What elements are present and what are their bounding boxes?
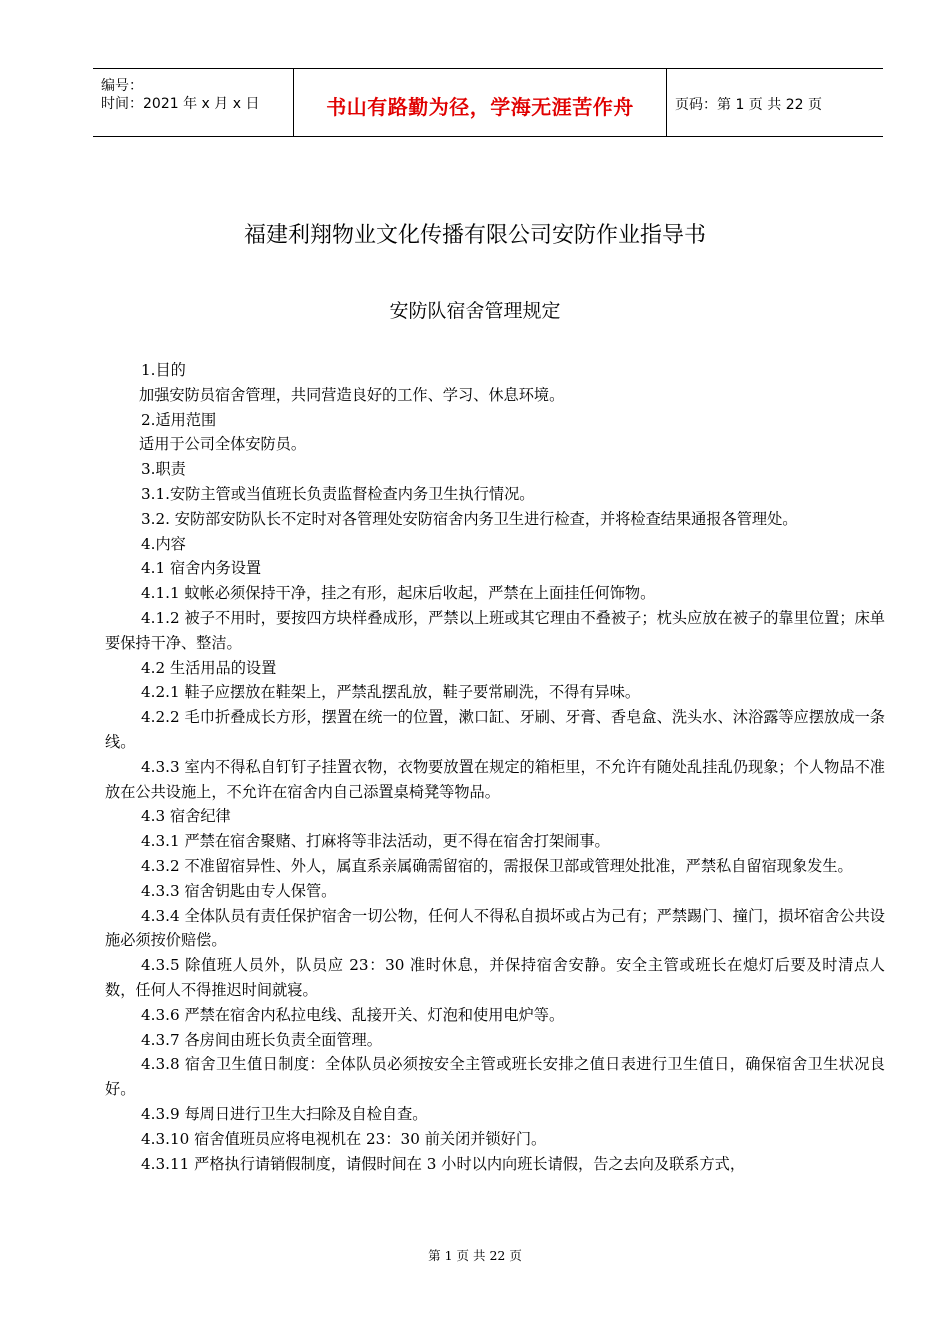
page-label: 页码：第 1 页 共 22 页 xyxy=(675,97,822,113)
paragraph: 适用于公司全体安防员。 xyxy=(139,435,307,454)
paragraph: 4.2.2 毛巾折叠成长方形，摆置在统一的位置，漱口缸、牙刷、牙膏、香皂盒、洗头水、沐浴露等应摆放成一条线。 xyxy=(105,708,885,751)
paragraph: 加强安防员宿舍管理，共同营造良好的工作、学习、休息环境。 xyxy=(139,385,565,404)
paragraph: 4.3.5 除值班人员外，队员应 23：30 准时休息，并保持宿舍安静。安全主管或班长在熄灯后要及时清点人数，任何人不得推迟时间就寝。 xyxy=(105,956,885,999)
paragraph: 4.3.3 宿舍钥匙由专人保管。 xyxy=(141,881,337,900)
paragraph: 4.3.8 宿舍卫生值日制度：全体队员必须按安全主管或班长安排之值日表进行卫生值日，确保宿舍卫生状况良好。 xyxy=(105,1055,885,1099)
paragraph: 4.3.11 严格执行请销假制度，请假时间在 3 小时以内向班长请假，告之去向及联系方式， xyxy=(141,1154,746,1173)
document-title: 福建利翔物业文化传播有限公司安防作业指导书 xyxy=(243,223,706,248)
document-body xyxy=(105,358,885,1176)
paragraph: 4.3 宿舍纪律 xyxy=(141,807,231,826)
paragraph: 4.1.1 蚊帐必须保持干净，挂之有形，起床后收起，严禁在上面挂任何饰物。 xyxy=(141,584,656,603)
paragraph: 4.3.3 室内不得私自钉钉子挂置衣物，衣物要放置在规定的箱柜里，不允许有随处乱挂乱仍现象；个人物品不准放在公共设施上，不允许在宿舍内自己添置桌椅凳等物品。 xyxy=(105,757,885,801)
paragraph: 4.3.2 不准留宿异性、外人，属直系亲属确需留宿的，需报保卫部或管理处批准，严禁私自留宿现象发生。 xyxy=(141,856,853,875)
paragraph: 4.3.6 严禁在宿舍内私拉电线、乱接开关、灯泡和使用电炉等。 xyxy=(141,1005,565,1024)
paragraph: 4.2.1 鞋子应摆放在鞋架上，严禁乱摆乱放，鞋子要常刷洗，不得有异味。 xyxy=(141,683,641,702)
paragraph: 1.目的 xyxy=(141,361,186,379)
paragraph: 4.3.9 每周日进行卫生大扫除及自检自查。 xyxy=(141,1104,428,1123)
paragraph: 4.3.4 全体队员有责任保护宿舍一切公物，任何人不得私自损坏或占为己有；严禁踢门、撞门，损坏宿舍公共设施必须按价赔偿。 xyxy=(105,906,885,950)
document-header xyxy=(93,68,883,137)
time-label: 时间：2021 年 x 月 x 日 xyxy=(101,96,260,112)
header-page-cell xyxy=(667,69,883,136)
paragraph: 4.2 生活用品的设置 xyxy=(141,658,277,677)
paragraph: 4.内容 xyxy=(141,534,186,553)
header-motto-cell xyxy=(294,69,667,136)
paragraph: 3.1.安防主管或当值班长负责监督检查内务卫生执行情况。 xyxy=(141,484,535,503)
paragraph: 3.职责 xyxy=(141,460,186,479)
paragraph: 4.1 宿舍内务设置 xyxy=(141,559,262,578)
paragraph: 3.2. 安防部安防队长不定时对各管理处安防宿舍内务卫生进行检查，并将检查结果通报各管理处。 xyxy=(141,509,798,528)
motto-text: 书山有路勤为径，学海无涯苦作舟 xyxy=(326,95,634,119)
paragraph: 2.适用范围 xyxy=(141,410,217,429)
paragraph: 4.3.1 严禁在宿舍聚赌、打麻将等非法活动，更不得在宿舍打架闹事。 xyxy=(141,832,610,851)
paragraph: 4.1.2 被子不用时，要按四方块样叠成形，严禁以上班或其它理由不叠被子；枕头应放在被子的靠里位置；床单要保持干净、整洁。 xyxy=(105,608,885,652)
header-meta-cell xyxy=(93,69,294,136)
paragraph: 4.3.7 各房间由班长负责全面管理。 xyxy=(141,1030,382,1049)
document-subtitle: 安防队宿舍管理规定 xyxy=(389,300,561,322)
number-label: 编号： xyxy=(101,78,143,94)
paragraph: 4.3.10 宿舍值班员应将电视机在 23：30 前关闭并锁好门。 xyxy=(141,1129,547,1148)
page-footer: 第 1 页 共 22 页 xyxy=(428,1248,522,1263)
